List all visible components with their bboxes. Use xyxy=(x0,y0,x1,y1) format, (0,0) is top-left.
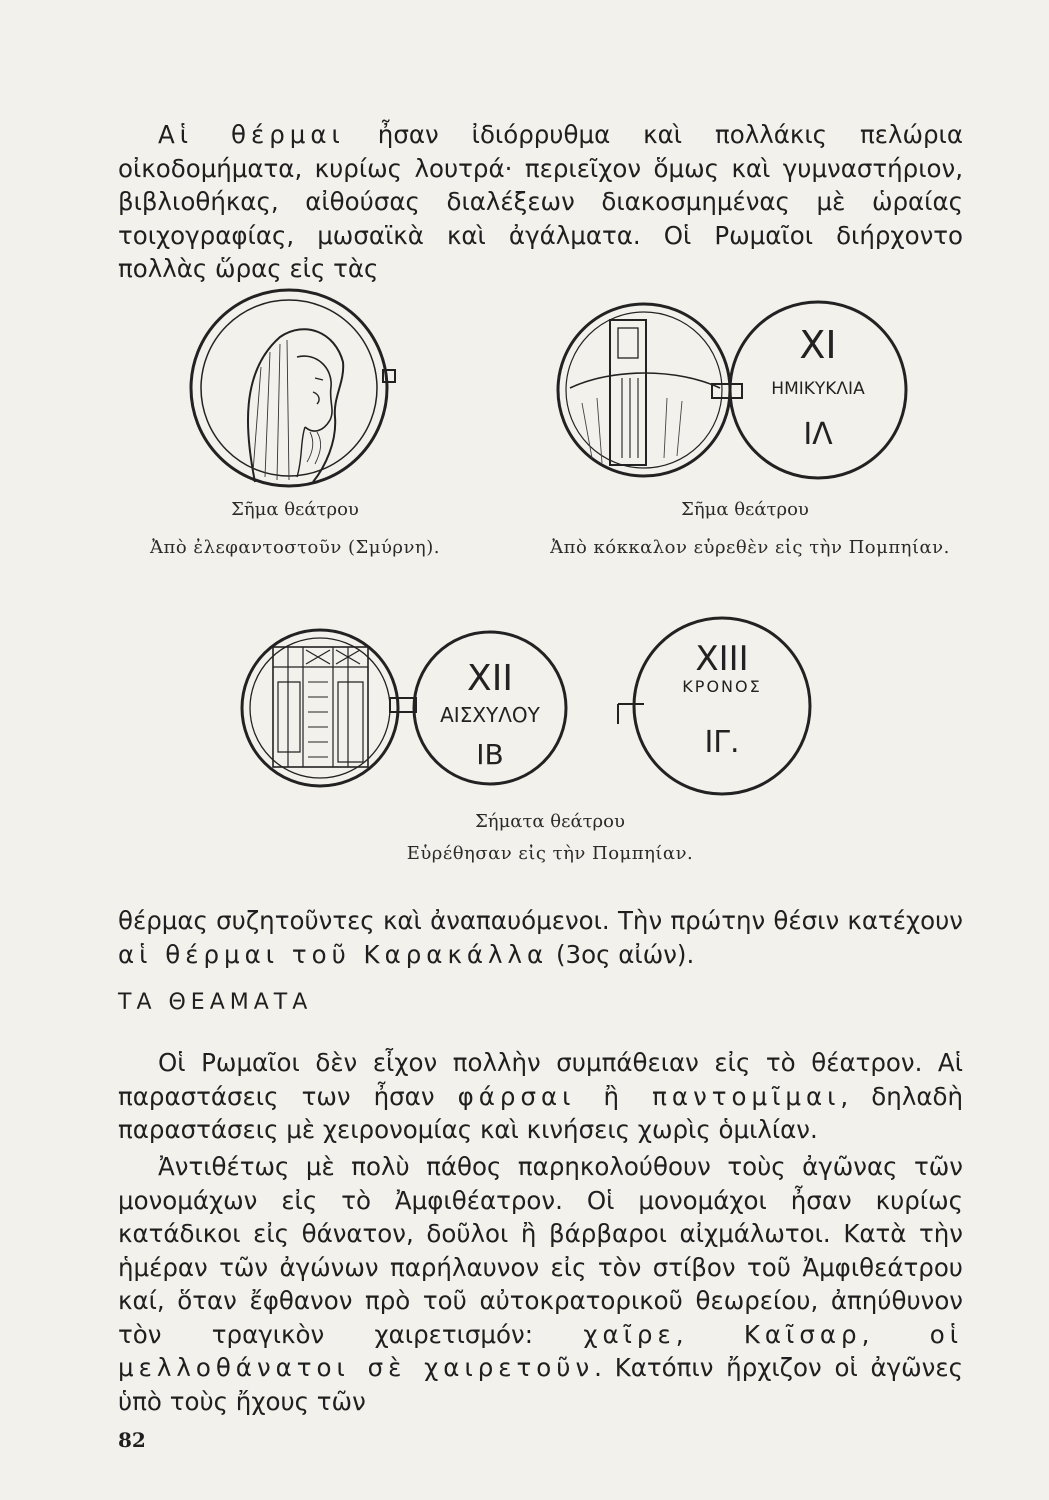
paragraph-text: . Κατόπιν ἤρχιζον οἱ ἀγῶνες ὑπὸ τοὺς ἤχους τῶν xyxy=(118,1353,963,1416)
token-word: ΗΜΙΚΥΚΛΙΑ xyxy=(771,379,865,399)
token-numeral: XIII xyxy=(695,639,749,679)
section-heading: ΤΑ ΘΕΑΜΑΤΑ xyxy=(118,990,313,1015)
spaced-text: αἱ θέρμαι τοῦ Καρακάλλα xyxy=(118,939,549,969)
token-greek-number: ΙΛ xyxy=(803,417,833,452)
spaced-text: χαῖρε, Καῖσαρ, οἱ μελλοθάνατοι σὲ χαιρετοῦν xyxy=(118,1319,963,1382)
caption-ivory-sub: Ἀπὸ ἐλεφαντοστοῦν (Σμύρνη). xyxy=(150,537,440,558)
caption-bone-sub: Ἀπὸ κόκκαλον εὑρεθὲν εἰς τὴν Πομπηίαν. xyxy=(550,537,950,558)
token-greek-number: ΙΓ. xyxy=(704,725,740,760)
token-word: ΑΙΣΧΥΛΟΥ xyxy=(440,703,540,727)
paragraph-theatre xyxy=(118,1046,963,1147)
spaced-text: Αἱ θέρμαι xyxy=(158,120,345,149)
token-numeral: XI xyxy=(799,323,837,367)
paragraph-text: (3ος αἰών). xyxy=(548,939,695,969)
paragraph-text: θέρμας συζητοῦντες καὶ ἀναπαυόμενοι. Τὴν πρώτην θέσιν κατέχουν xyxy=(118,906,963,935)
caption-bone-title: Σῆμα θεάτρου xyxy=(681,499,809,520)
paragraph-caracalla xyxy=(118,904,963,971)
token-greek-number: ΙΒ xyxy=(476,738,504,771)
spaced-text: φάρσαι ἢ παντομῖμαι xyxy=(457,1081,841,1111)
figure-bone-token xyxy=(552,298,914,483)
caption-pompeii-title: Σήματα θεάτρου xyxy=(475,811,625,832)
paragraph-text: Οἱ Ρωμαῖοι δὲν εἶχον πολλὴν συμπάθειαν εἰς τὸ θέατρον. Αἱ παραστάσεις των ἦσαν xyxy=(118,1048,963,1111)
paragraph-text: ἦσαν ἰδιόρρυθμα καὶ πολλάκις πελώρια οἰκοδομήματα, κυρίως λουτρά· περιεῖχον ὅμως καὶ γυμναστήριον, βιβλιοθήκας, αἰθούσας διαλέξεων διακοσμημένας μὲ ὡραίας τοιχογραφίας, μωσαϊκὰ καὶ ἀγάλματα. Οἱ Ρωμαῖοι διήρχοντο πολλὰς ὥρας εἰς τὰς xyxy=(118,120,963,283)
paragraph-baths xyxy=(118,118,963,286)
figure-kronos-token xyxy=(604,612,814,800)
token-numeral: XII xyxy=(467,658,513,699)
figure-aeschylus-token xyxy=(238,622,568,794)
caption-pompeii-sub: Εὑρέθησαν εἰς τὴν Πομπηίαν. xyxy=(406,843,694,864)
caption-ivory-title: Σῆμα θεάτρου xyxy=(231,499,359,520)
page-number: 82 xyxy=(118,1428,146,1452)
paragraph-gladiators xyxy=(118,1150,963,1418)
paragraph-text: , δηλαδὴ παραστάσεις μὲ χειρονομίας καὶ κινήσεις χωρὶς ὁμιλίαν. xyxy=(118,1081,963,1144)
paragraph-text: Ἀντιθέτως μὲ πολὺ πάθος παρηκολούθουν τοὺς ἀγῶνας τῶν μονομάχων εἰς τὸ Ἀμφιθέατρον. Οἱ μονομάχοι ἦσαν κυρίως κατάδικοι εἰς θάνατον, δοῦλοι ἢ βάρβαροι αἰχμάλωτοι. Κατὰ τὴν ἡμέραν τῶν ἀγώνων παρήλαυνον εἰς τὸν στίβον τοῦ Ἀμφιθεάτρου καί, ὅταν ἔφθανον πρὸ τοῦ αὐτοκρατορικοῦ θεωρείου, ἀπηύθυνον τὸν τραγικὸν χαιρετισμόν: xyxy=(118,1152,963,1349)
token-word: ΚΡΟΝΟΣ xyxy=(682,677,762,696)
figure-ivory-token xyxy=(185,282,400,497)
